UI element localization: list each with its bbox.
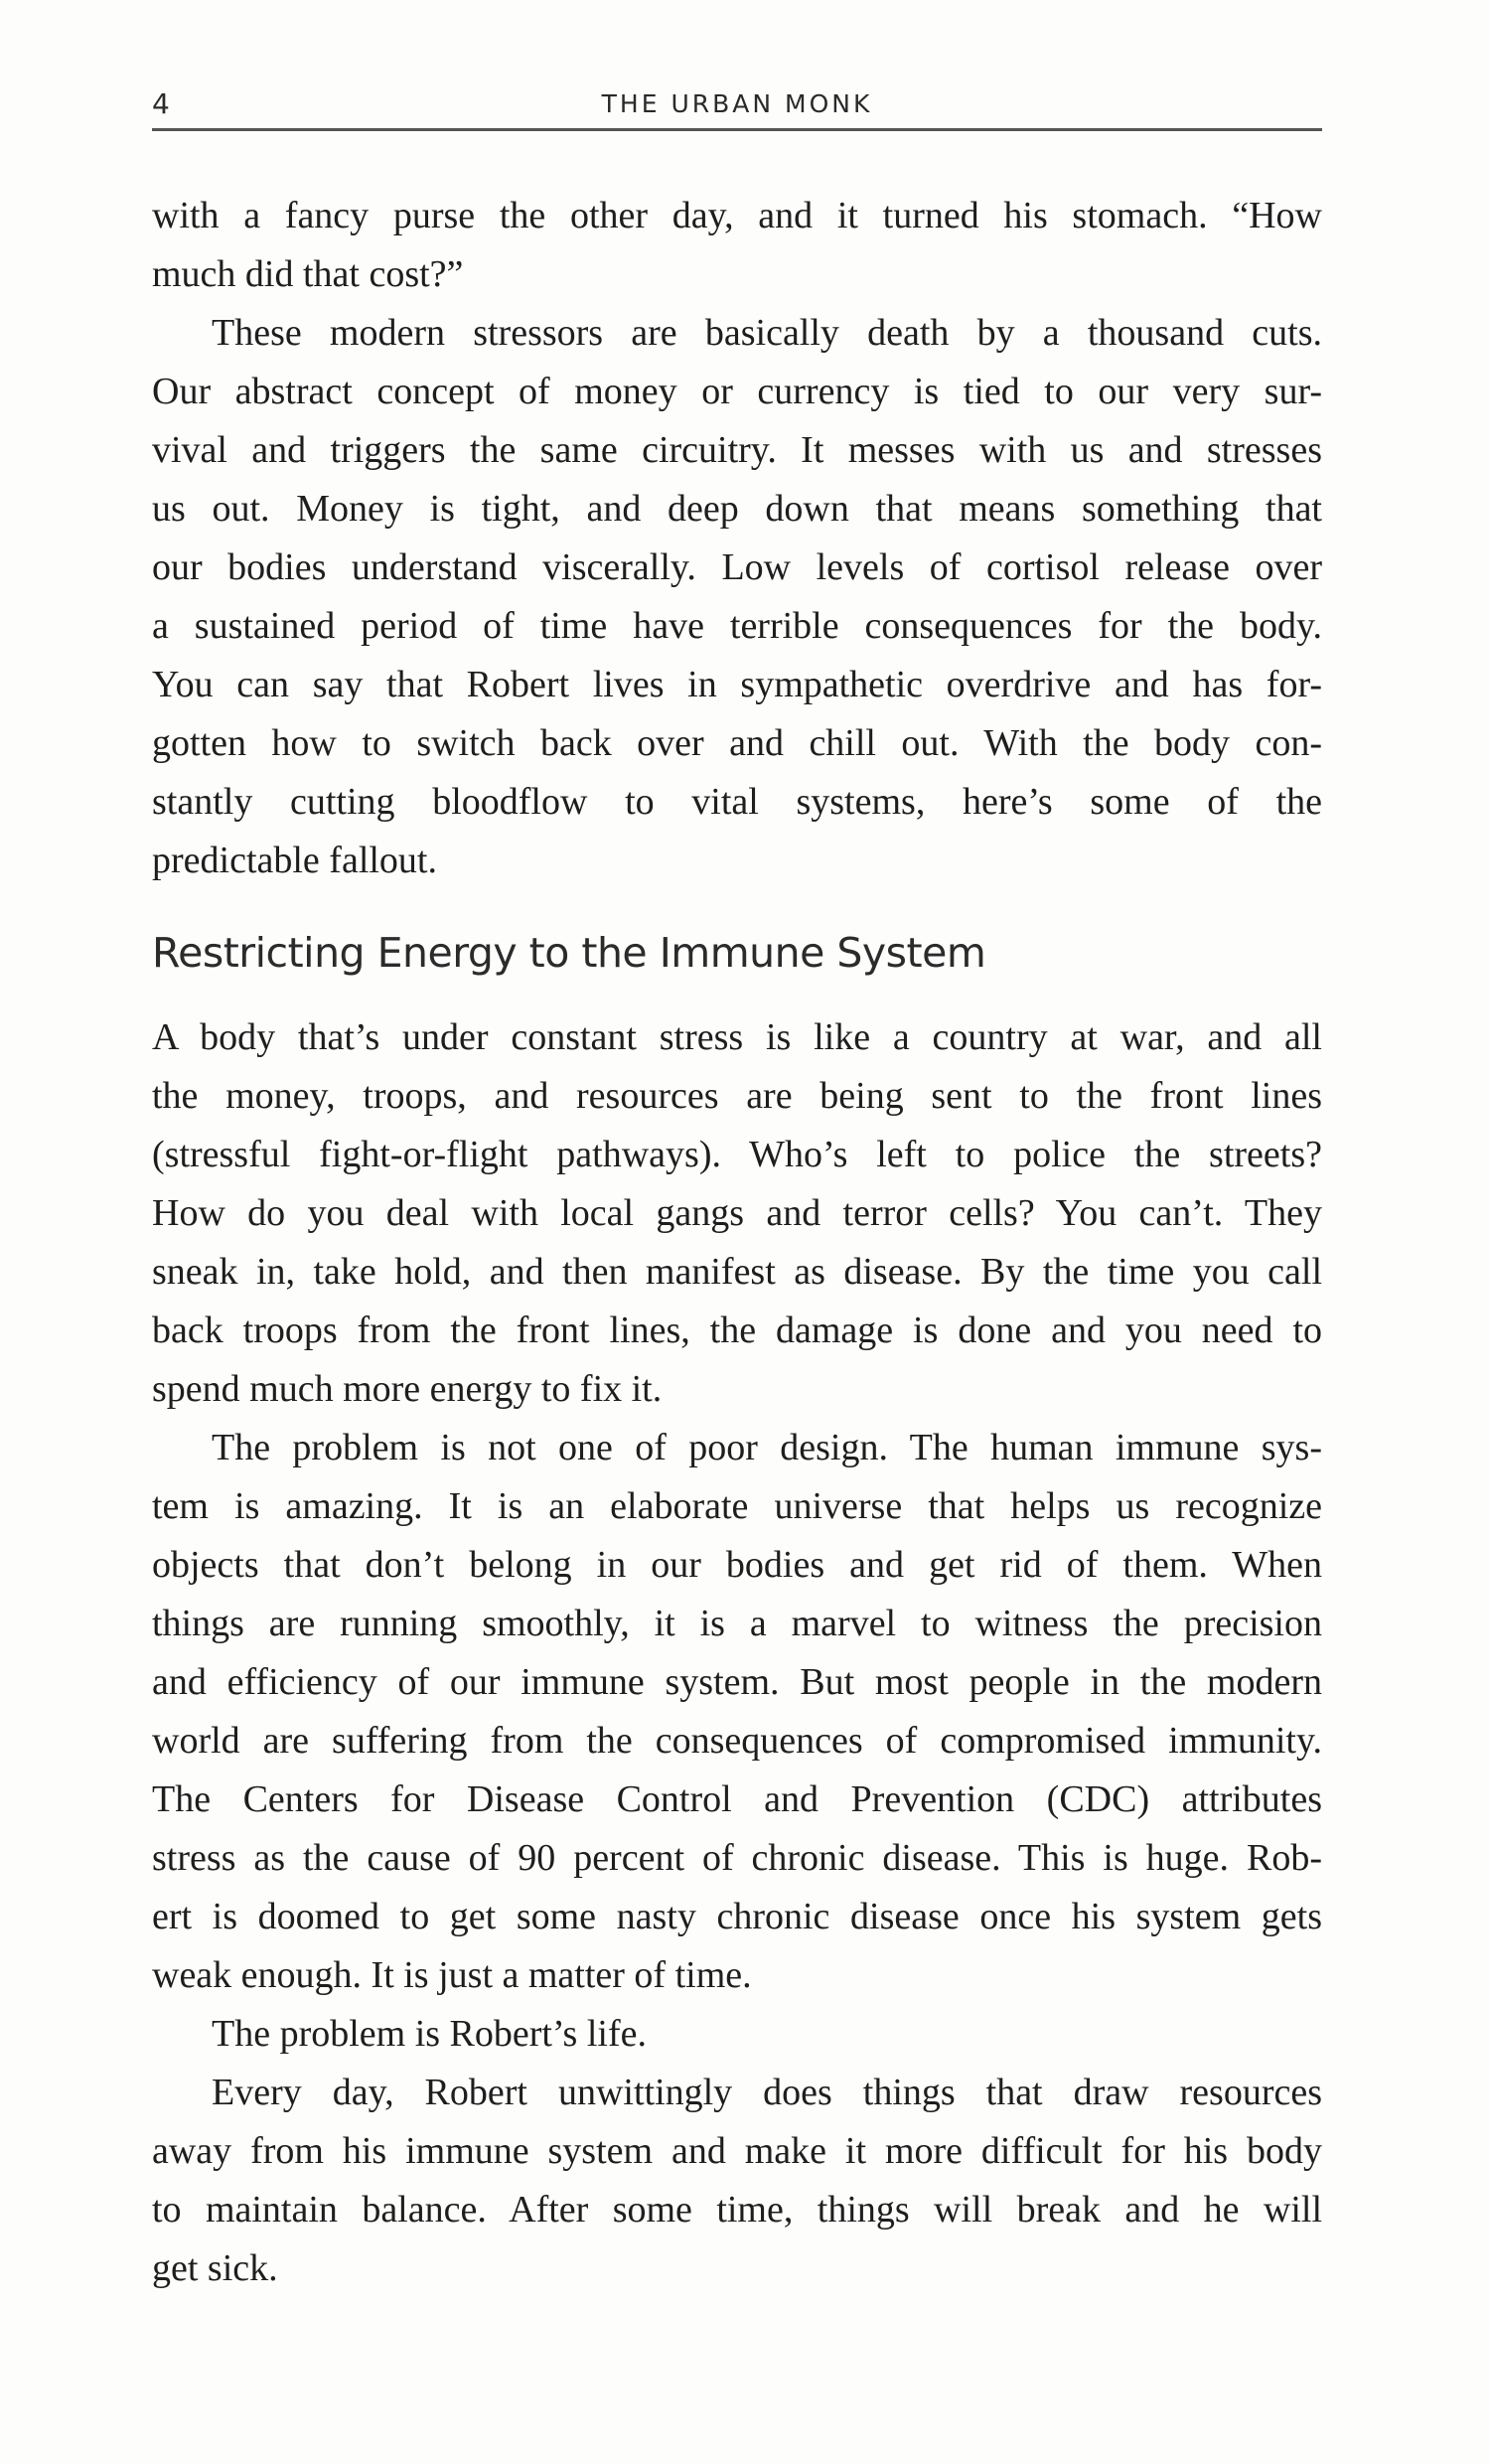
text-line: world are suffering from the consequences of compromised immunity. <box>152 1720 1322 1762</box>
text-line: sneak in, take hold, and then manifest as disease. By the time you call <box>152 1251 1322 1293</box>
text-line: our bodies understand viscerally. Low levels of cortisol release over <box>152 546 1322 588</box>
running-title: THE URBAN MONK <box>601 89 873 118</box>
text-line: objects that don’t belong in our bodies and get rid of them. When <box>152 1544 1322 1586</box>
text-line: spend much more energy to fix it. <box>152 1368 663 1410</box>
text-line: things are running smoothly, it is a marvel to witness the precision <box>152 1603 1322 1644</box>
text-line: How do you deal with local gangs and terror cells? You can’t. They <box>152 1192 1322 1234</box>
text-line: A body that’s under constant stress is like a country at war, and all <box>152 1016 1322 1058</box>
text-line: the money, troops, and resources are being sent to the front lines <box>152 1075 1322 1117</box>
text-line: away from his immune system and make it more difficult for his body <box>152 2130 1322 2172</box>
text-line: vival and triggers the same circuitry. It messes with us and stresses <box>152 429 1322 471</box>
header-rule <box>152 128 1322 131</box>
page-number: 4 <box>152 87 170 120</box>
text-line: with a fancy purse the other day, and it turned his stomach. “How <box>152 195 1322 236</box>
text-line: and efficiency of our immune system. But most people in the modern <box>152 1661 1322 1703</box>
text-line: The Centers for Disease Control and Prevention (CDC) attributes <box>152 1778 1322 1820</box>
text-line: ert is doomed to get some nasty chronic disease once his system gets <box>152 1896 1322 1937</box>
text-line: predictable fallout. <box>152 840 437 881</box>
text-line: a sustained period of time have terrible consequences for the body. <box>152 605 1322 647</box>
text-line: These modern stressors are basically death by a thousand cuts. <box>212 312 1322 354</box>
text-line: Our abstract concept of money or currency is tied to our very sur- <box>152 371 1322 412</box>
text-line: much did that cost?” <box>152 253 464 295</box>
text-line: us out. Money is tight, and deep down that means something that <box>152 488 1322 530</box>
text-line: Every day, Robert unwittingly does things that draw resources <box>212 2072 1322 2113</box>
text-line: The problem is not one of poor design. The human immune sys- <box>212 1427 1322 1468</box>
text-line: to maintain balance. After some time, things will break and he will <box>152 2189 1322 2231</box>
text-line: You can say that Robert lives in sympathetic overdrive and has for- <box>152 664 1322 705</box>
text-line: stress as the cause of 90 percent of chronic disease. This is huge. Rob- <box>152 1837 1322 1879</box>
text-line: weak enough. It is just a matter of time. <box>152 1954 752 1996</box>
text-line: stantly cutting bloodflow to vital systems, here’s some of the <box>152 781 1322 823</box>
text-line: tem is amazing. It is an elaborate universe that helps us recognize <box>152 1485 1322 1527</box>
text-line: (stressful fight-or-flight pathways). Who’s left to police the streets? <box>152 1134 1322 1175</box>
text-line: The problem is Robert’s life. <box>212 2013 647 2055</box>
text-line: gotten how to switch back over and chill out. With the body con- <box>152 722 1322 764</box>
running-header <box>152 87 1322 127</box>
section-heading: Restricting Energy to the Immune System <box>152 929 986 977</box>
text-line: get sick. <box>152 2247 278 2289</box>
text-line: back troops from the front lines, the damage is done and you need to <box>152 1309 1322 1351</box>
